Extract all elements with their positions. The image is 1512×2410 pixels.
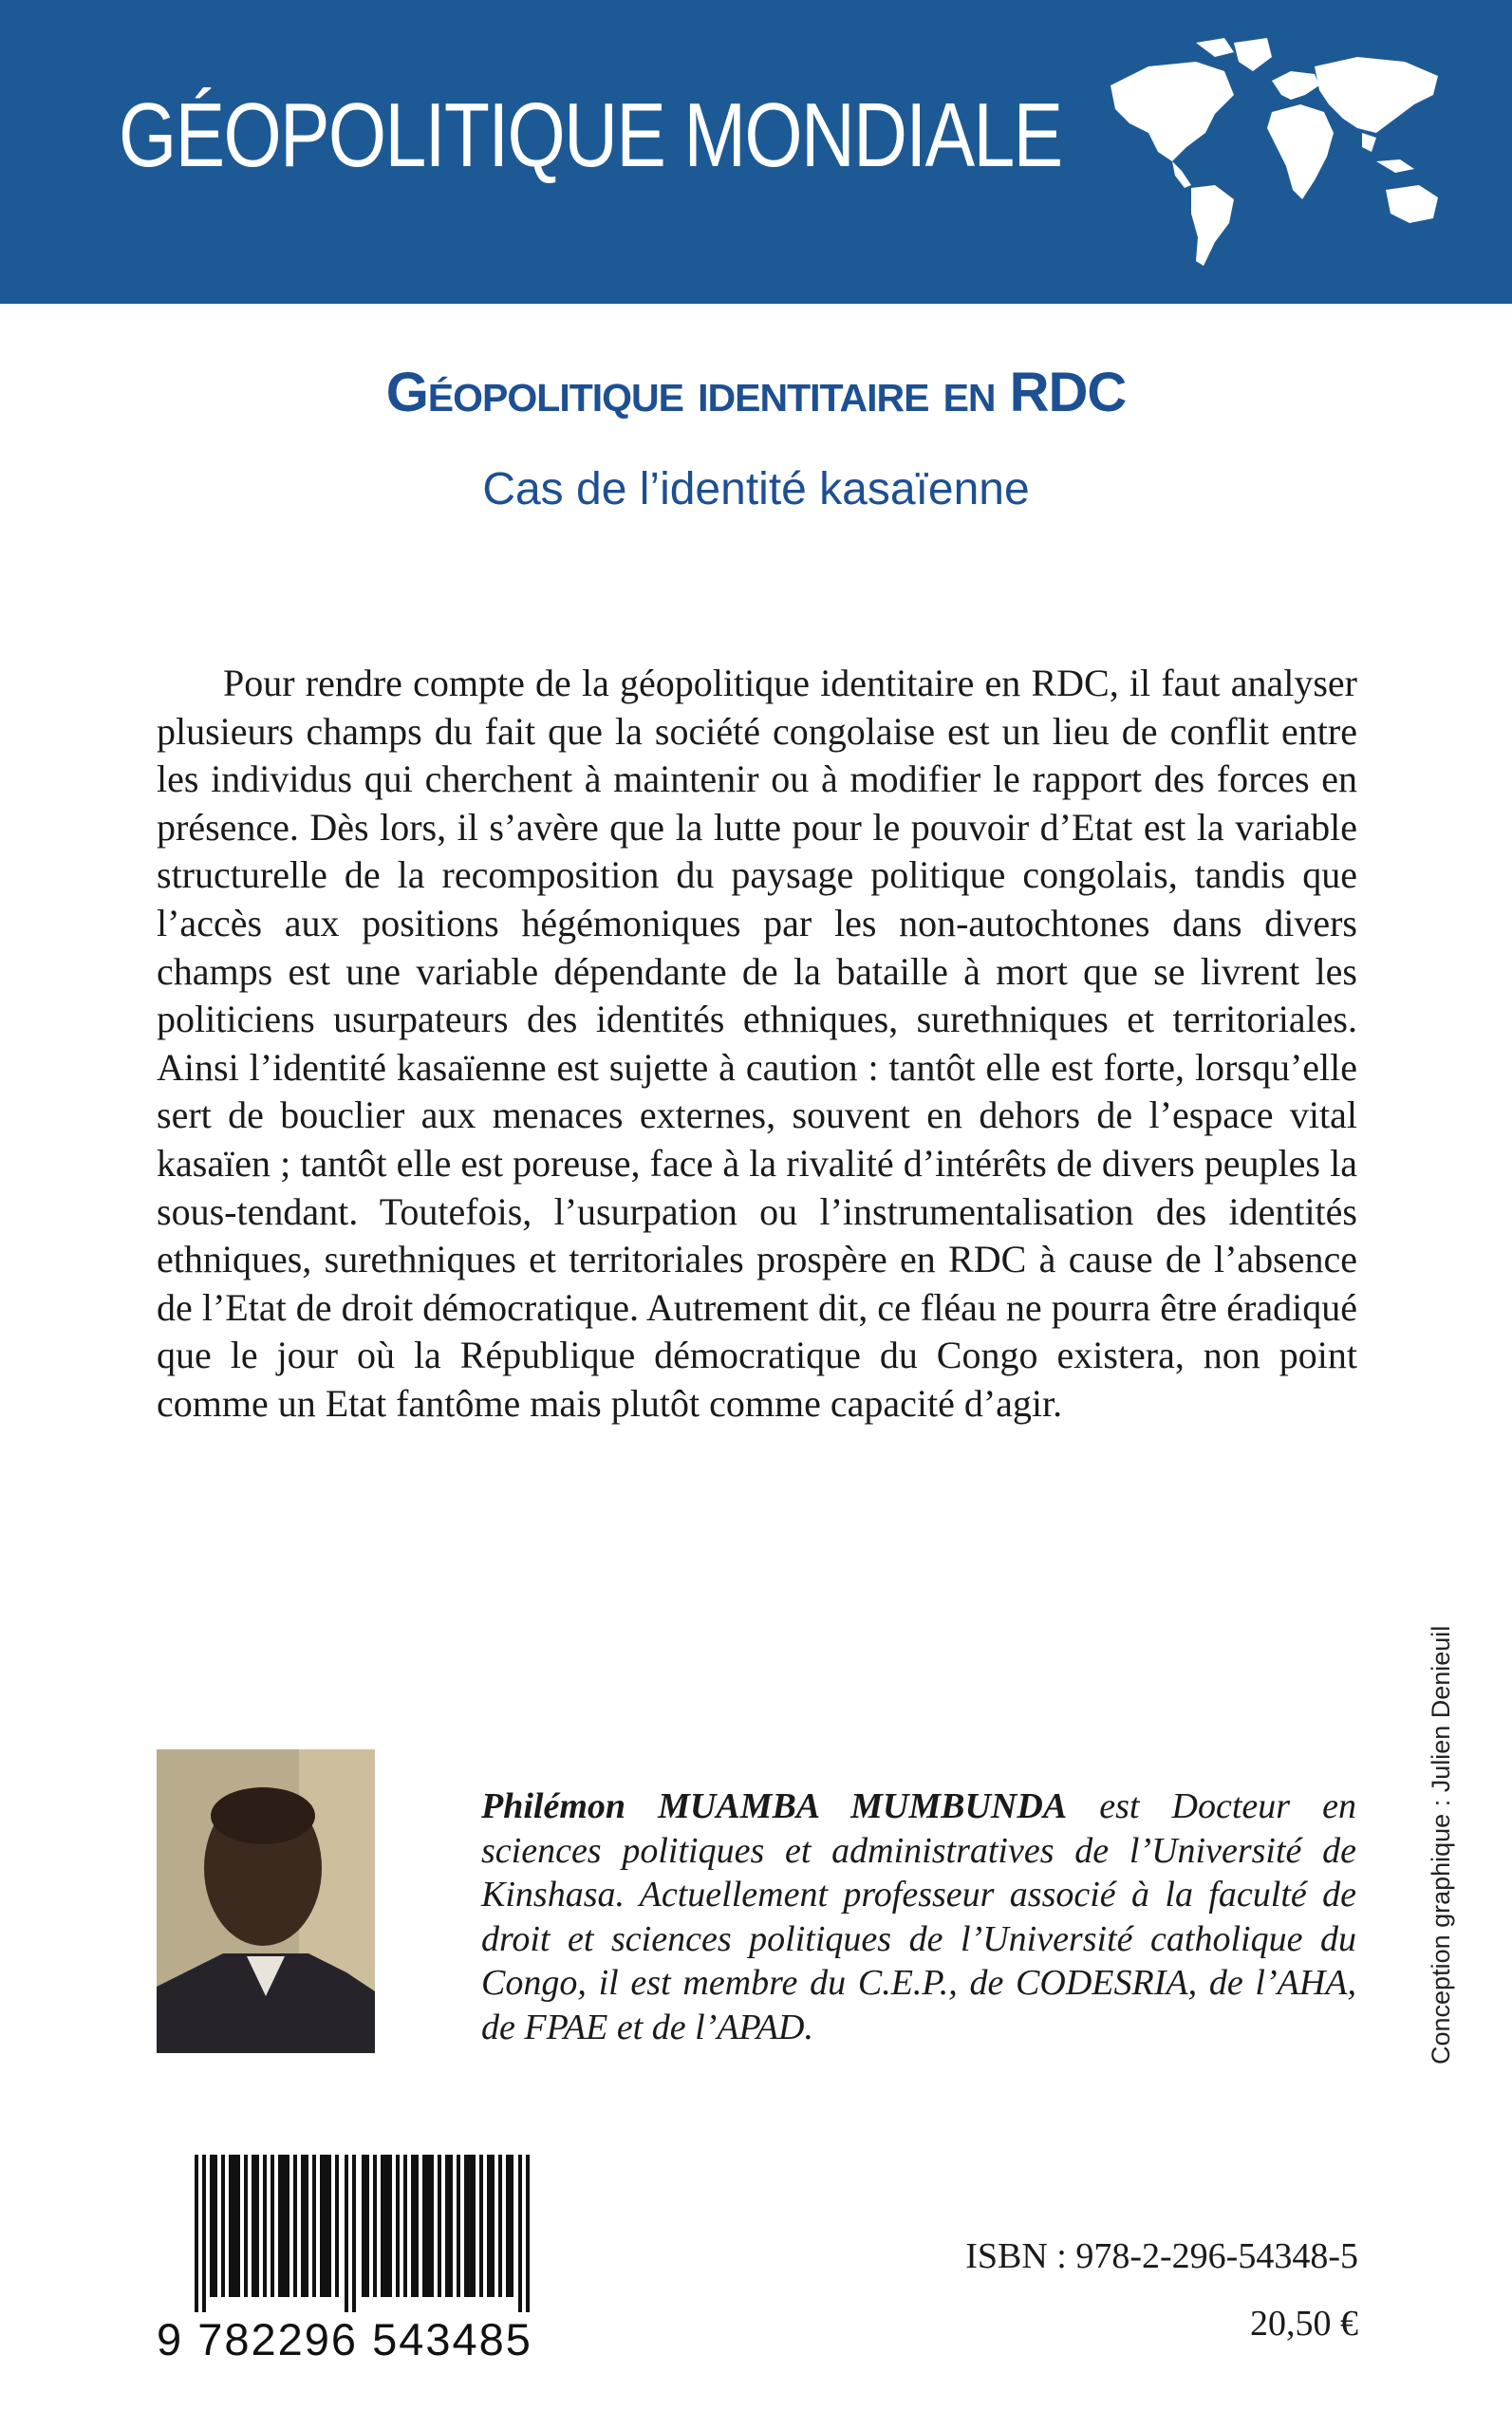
back-cover-blurb: Pour rendre compte de la géopolitique identitaire en RDC, il faut analyser plusieurs champs du fait que la société congolaise est un lieu de conflit entre les individus qui cherchent à maintenir ou à modifier le rapport des forces en présence. Dès lors, il s’avère que la lutte pour le pouvoir d’Etat est la variable structurelle de la recomposition du paysage politique congolais, tandis que l’accès aux positions hégémoniques par les non-autochtones dans divers champs est une variable dépendante de la bataille à mort que se livrent les politiciens usurpateurs des identités ethniques, surethniques et territoriales. Ainsi l’identité kasaïenne est sujette à caution : tantôt elle est forte, lorsqu’elle sert de bouclier aux menaces externes, souvent en dehors de l’espace vital kasaïen ; tantôt elle est poreuse, face à la rivalité d’intérêts de divers peuples la sous-tendant. Toutefois, l’usurpation ou l’instrumentalisation des identités ethniques, surethniques et territoriales prospère en RDC à cause de l’absence de l’Etat de droit démocratique. Autrement dit, ce fléau ne pourra être éradiqué que le jour où la République démocratique du Congo existera, non point comme un Etat fantôme mais plutôt comme capacité d’agir. [157, 662, 1357, 1425]
series-title: GÉOPOLITIQUE MONDIALE [119, 84, 1062, 186]
barcode [195, 2155, 530, 2312]
book-title: Géopolitique identitaire en RDC [385, 362, 1127, 423]
series-banner [0, 0, 1512, 304]
barcode-digits: 9 782296 543485 [157, 2314, 532, 2364]
author-bio [481, 1784, 1356, 2049]
world-map-icon [1092, 28, 1452, 275]
price: 20,50 € [1250, 2304, 1358, 2344]
author-bio-text: est Docteur en sciences politiques et administratives de l’Université de Kinshasa. Actuellement professeur associé à la faculté de droit et sciences politiques de l’Université catholique du Congo, il est membre du C.E.P., de CODESRIA, de l’AHA, de FPAE et de l’APAD. [481, 1786, 1356, 2047]
author-name: Philémon MUAMBA MUMBUNDA [481, 1786, 1068, 1826]
author-photo [157, 1749, 375, 2053]
isbn: ISBN : 978-2-296-54348-5 [965, 2236, 1358, 2276]
book-subtitle: Cas de l’identité kasaïenne [482, 464, 1030, 514]
graphic-design-credit: Conception graphique : Julien Denieuil [1427, 1625, 1455, 2064]
